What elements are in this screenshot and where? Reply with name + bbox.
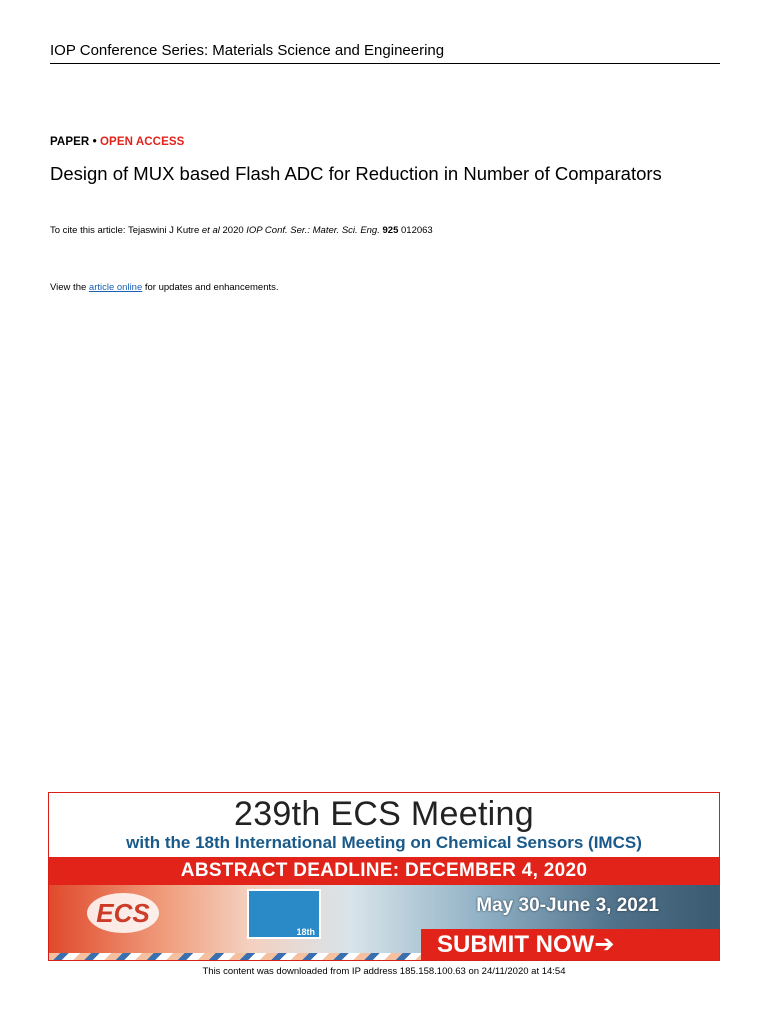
banner-title: 239th ECS Meeting bbox=[234, 795, 534, 833]
cite-etal: et al bbox=[201, 225, 220, 236]
abstract-deadline: ABSTRACT DEADLINE: DECEMBER 4, 2020 bbox=[49, 857, 719, 885]
paper-label: PAPER bbox=[50, 136, 90, 148]
banner-artwork bbox=[49, 885, 719, 961]
download-footer: This content was downloaded from IP address 185.158.100.63 on 24/11/2020 at 14:54 bbox=[202, 966, 566, 977]
imcs-logo: 18th bbox=[247, 889, 321, 939]
open-access-label: OPEN ACCESS bbox=[100, 136, 185, 148]
journal-header: IOP Conference Series: Materials Science and Engineering bbox=[50, 42, 720, 64]
separator: • bbox=[89, 136, 100, 148]
submit-now-button[interactable]: SUBMIT NOW➔ bbox=[421, 929, 720, 961]
cite-volume: 925 bbox=[382, 225, 399, 236]
article-online-link[interactable]: article online bbox=[88, 282, 143, 293]
decorative-stripes bbox=[49, 953, 421, 961]
citation-line bbox=[50, 225, 433, 236]
view-prefix: View the bbox=[50, 282, 89, 293]
cite-year: 2020 bbox=[219, 225, 247, 236]
article-type-line bbox=[50, 136, 184, 148]
ecs-meeting-banner[interactable] bbox=[48, 792, 720, 961]
view-suffix: for updates and enhancements. bbox=[142, 282, 279, 293]
view-online-line bbox=[50, 282, 279, 293]
cite-prefix: To cite this article: Tejaswini J Kutre bbox=[50, 225, 202, 236]
cite-number: 012063 bbox=[398, 225, 433, 236]
cite-journal: IOP Conf. Ser.: Mater. Sci. Eng. bbox=[246, 225, 380, 236]
article-title: Design of MUX based Flash ADC for Reduction in Number of Comparators bbox=[50, 163, 662, 184]
meeting-dates: May 30-June 3, 2021 bbox=[476, 895, 659, 916]
banner-subtitle: with the 18th International Meeting on Chemical Sensors (IMCS) bbox=[126, 833, 642, 852]
ecs-logo: ECS bbox=[87, 893, 159, 933]
